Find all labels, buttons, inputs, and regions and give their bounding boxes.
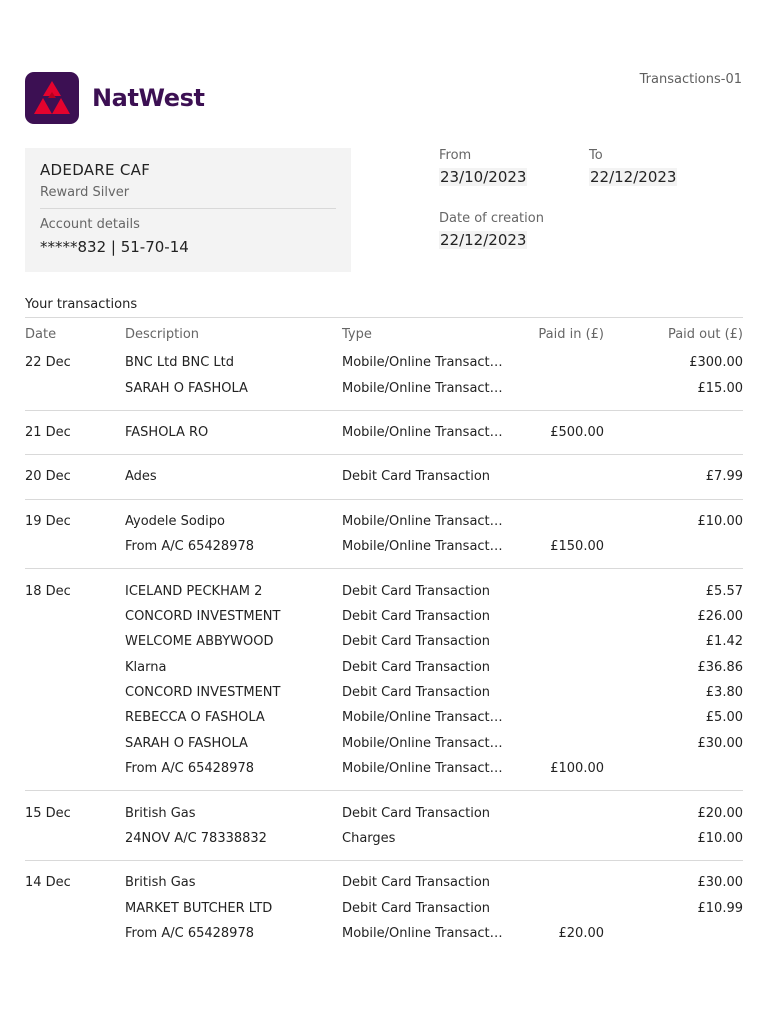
row-paid-out: £10.00 bbox=[604, 826, 743, 861]
from-label: From bbox=[439, 148, 472, 163]
table-row bbox=[25, 731, 743, 756]
row-paid-out: £300.00 bbox=[689, 355, 743, 371]
table-row bbox=[25, 629, 743, 654]
row-paid-in bbox=[506, 731, 604, 756]
account-details-label: Account details bbox=[40, 217, 140, 232]
table-row bbox=[25, 791, 743, 826]
row-date: 14 Dec bbox=[25, 875, 71, 891]
row-date bbox=[25, 629, 125, 654]
row-description: From A/C 65428978 bbox=[125, 756, 342, 791]
natwest-cube-icon bbox=[25, 72, 79, 124]
row-date bbox=[25, 921, 125, 946]
row-description: From A/C 65428978 bbox=[125, 926, 254, 942]
table-row bbox=[25, 534, 743, 569]
table-row bbox=[25, 455, 743, 499]
row-type: Debit Card Transaction bbox=[342, 900, 491, 916]
row-paid-out: £26.00 bbox=[697, 608, 743, 624]
row-paid-in bbox=[506, 896, 604, 921]
row-description: BNC Ltd BNC Ltd bbox=[125, 355, 235, 371]
table-row bbox=[25, 826, 743, 861]
row-date bbox=[25, 604, 125, 629]
row-type: Mobile/Online Transacti… bbox=[342, 710, 506, 726]
header-date: Date bbox=[25, 326, 57, 342]
table-row bbox=[25, 655, 743, 680]
account-card bbox=[25, 148, 351, 272]
row-paid-in bbox=[506, 791, 604, 826]
table-row bbox=[25, 896, 743, 921]
row-paid-in: £20.00 bbox=[558, 926, 604, 942]
row-type: Debit Card Transaction bbox=[342, 455, 506, 499]
row-paid-in: £150.00 bbox=[506, 534, 604, 569]
brand-name: NatWest bbox=[92, 84, 205, 112]
row-date bbox=[25, 756, 125, 791]
row-description: WELCOME ABBYWOOD bbox=[125, 634, 274, 650]
table-row bbox=[25, 375, 743, 410]
row-paid-in bbox=[506, 350, 604, 375]
row-description: Klarna bbox=[125, 659, 167, 675]
row-date bbox=[25, 375, 125, 410]
row-date: 19 Dec bbox=[25, 513, 71, 529]
row-date bbox=[25, 731, 125, 756]
row-type: Mobile/Online Transacti… bbox=[342, 410, 506, 454]
row-description: ICELAND PECKHAM 2 bbox=[125, 583, 263, 599]
row-paid-out: £36.86 bbox=[697, 659, 743, 675]
row-description: British Gas bbox=[125, 805, 196, 821]
row-paid-out: £20.00 bbox=[697, 805, 743, 821]
row-type: Debit Card Transaction bbox=[342, 659, 491, 675]
row-paid-out: £7.99 bbox=[604, 455, 743, 499]
row-description: FASHOLA RO bbox=[125, 410, 342, 454]
row-paid-out bbox=[604, 756, 743, 791]
row-paid-out bbox=[604, 410, 743, 454]
to-label: To bbox=[589, 148, 603, 163]
row-type: Debit Card Transaction bbox=[342, 685, 491, 701]
table-row bbox=[25, 569, 743, 604]
header-paid-in: Paid in (£) bbox=[538, 326, 604, 342]
account-holder-name: ADEDARE CAF bbox=[40, 161, 151, 179]
from-value: 23/10/2023 bbox=[440, 168, 527, 186]
page-id: Transactions-01 bbox=[639, 72, 742, 87]
header-type: Type bbox=[342, 326, 372, 342]
row-paid-in: £500.00 bbox=[506, 410, 604, 454]
row-paid-in bbox=[506, 629, 604, 654]
row-description: SARAH O FASHOLA bbox=[125, 375, 342, 410]
to-value: 22/12/2023 bbox=[590, 168, 677, 186]
account-details-value: *****832 | 51-70-14 bbox=[40, 238, 189, 256]
row-paid-in bbox=[506, 826, 604, 861]
table-header bbox=[25, 318, 743, 350]
row-paid-out: £15.00 bbox=[604, 375, 743, 410]
creation-date-value: 22/12/2023 bbox=[440, 231, 527, 249]
row-type: Mobile/Online Transacti… bbox=[342, 926, 506, 942]
table-row bbox=[25, 705, 743, 730]
row-date: 15 Dec bbox=[25, 805, 71, 821]
row-paid-out: £5.57 bbox=[705, 583, 743, 599]
row-type: Mobile/Online Transacti… bbox=[342, 513, 506, 529]
row-paid-in bbox=[506, 655, 604, 680]
row-paid-in bbox=[506, 499, 604, 534]
row-paid-in bbox=[506, 375, 604, 410]
row-paid-out: £5.00 bbox=[705, 710, 743, 726]
creation-date-label: Date of creation bbox=[439, 211, 544, 226]
table-row bbox=[25, 410, 743, 454]
row-description: British Gas bbox=[125, 875, 196, 891]
header-paid-out: Paid out (£) bbox=[667, 326, 743, 342]
row-paid-out: £3.80 bbox=[705, 685, 743, 701]
row-type: Debit Card Transaction bbox=[342, 875, 491, 891]
row-type: Debit Card Transaction bbox=[342, 583, 491, 599]
row-paid-in bbox=[506, 680, 604, 705]
row-description: REBECCA O FASHOLA bbox=[125, 710, 265, 726]
table-row bbox=[25, 756, 743, 791]
row-date bbox=[25, 680, 125, 705]
row-description: 24NOV A/C 78338832 bbox=[125, 826, 342, 861]
row-paid-out: £30.00 bbox=[697, 735, 743, 751]
row-paid-out bbox=[604, 534, 743, 569]
table-row bbox=[25, 680, 743, 705]
row-type: Mobile/Online Transacti… bbox=[342, 534, 506, 569]
account-divider bbox=[40, 208, 336, 209]
row-paid-in bbox=[506, 569, 604, 604]
row-description: Ades bbox=[125, 455, 342, 499]
account-tier: Reward Silver bbox=[40, 185, 130, 200]
row-type: Charges bbox=[342, 826, 506, 861]
natwest-logo bbox=[25, 72, 205, 124]
header-description: Description bbox=[125, 326, 200, 342]
transactions-table bbox=[25, 318, 743, 946]
table-row bbox=[25, 604, 743, 629]
row-paid-in bbox=[506, 604, 604, 629]
row-type: Mobile/Online Transacti… bbox=[342, 735, 506, 751]
row-type: Debit Card Transaction bbox=[342, 608, 491, 624]
row-date: 21 Dec bbox=[25, 410, 125, 454]
row-date: 20 Dec bbox=[25, 455, 125, 499]
row-date bbox=[25, 655, 125, 680]
row-type: Mobile/Online Transacti… bbox=[342, 355, 506, 371]
row-paid-out: £1.42 bbox=[705, 634, 743, 650]
row-description: SARAH O FASHOLA bbox=[125, 735, 248, 751]
row-date bbox=[25, 705, 125, 730]
row-description: MARKET BUTCHER LTD bbox=[125, 900, 273, 916]
row-paid-in bbox=[506, 455, 604, 499]
transactions-title: Your transactions bbox=[25, 297, 138, 312]
table-row bbox=[25, 921, 743, 946]
row-description: Ayodele Sodipo bbox=[125, 513, 225, 529]
table-row bbox=[25, 350, 743, 375]
row-paid-in: £100.00 bbox=[506, 756, 604, 791]
row-paid-out: £30.00 bbox=[697, 875, 743, 891]
row-paid-in bbox=[506, 861, 604, 896]
table-row bbox=[25, 861, 743, 896]
row-date bbox=[25, 534, 125, 569]
table-row bbox=[25, 499, 743, 534]
row-paid-out bbox=[604, 921, 743, 946]
row-type: Mobile/Online Transacti… bbox=[342, 756, 506, 791]
row-paid-out: £10.99 bbox=[697, 900, 743, 916]
row-date: 18 Dec bbox=[25, 583, 71, 599]
row-description: From A/C 65428978 bbox=[125, 534, 342, 569]
row-date bbox=[25, 826, 125, 861]
row-description: CONCORD INVESTMENT bbox=[125, 685, 281, 701]
row-type: Mobile/Online Transacti… bbox=[342, 375, 506, 410]
row-date bbox=[25, 896, 125, 921]
row-type: Debit Card Transaction bbox=[342, 805, 491, 821]
row-paid-in bbox=[506, 705, 604, 730]
period-from bbox=[439, 148, 527, 186]
row-date: 22 Dec bbox=[25, 355, 71, 371]
row-type: Debit Card Transaction bbox=[342, 634, 491, 650]
creation-date bbox=[439, 211, 544, 249]
row-paid-out: £10.00 bbox=[697, 513, 743, 529]
row-description: CONCORD INVESTMENT bbox=[125, 608, 281, 624]
period-to bbox=[589, 148, 677, 186]
